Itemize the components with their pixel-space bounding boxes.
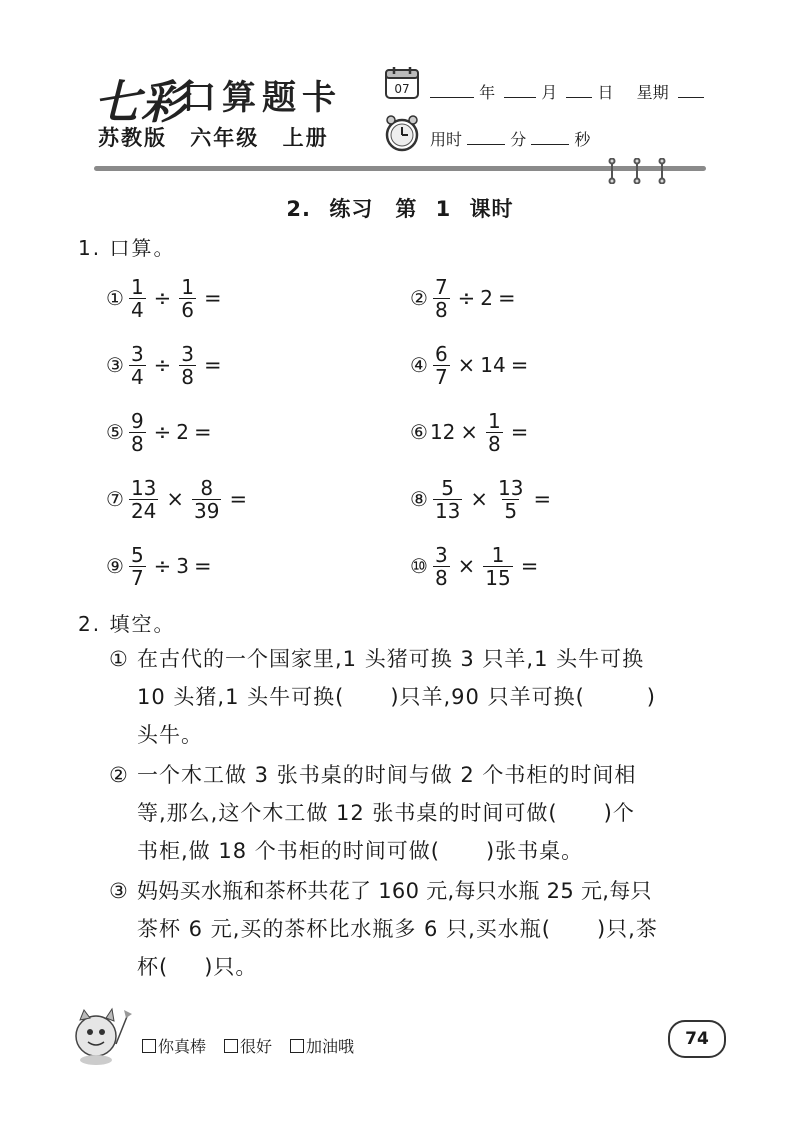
lesson-title: 2. 练习 第 1 课时 bbox=[286, 197, 514, 221]
fraction: $\frac{3}{4}$ bbox=[130, 341, 144, 389]
brand-title: 口算题卡 bbox=[182, 78, 342, 118]
fraction: $\frac{1}{8}$ bbox=[488, 408, 501, 456]
fraction: $\frac{3}{8}$ bbox=[434, 542, 448, 590]
checkbox[interactable] bbox=[142, 1039, 156, 1053]
fraction: $\frac{6}{7}$ bbox=[434, 341, 448, 389]
time-used-field[interactable] bbox=[430, 127, 590, 150]
page-number: 74 bbox=[668, 1020, 726, 1058]
problem-text: 一个木工做 3 张书桌的时间与做 2 个书柜的时间相 bbox=[137, 763, 637, 787]
brand-logo: 七彩 bbox=[94, 75, 188, 129]
fraction: $\frac{3}{8}$ bbox=[181, 341, 195, 389]
day-label: 日 bbox=[597, 83, 614, 102]
math-item-10: ⑩ $\frac{3}{8}$ × $\frac{1}{15}$ = bbox=[410, 542, 539, 590]
seconds-label: 秒 bbox=[574, 130, 591, 149]
checkbox[interactable] bbox=[290, 1039, 304, 1053]
mascot-icon bbox=[66, 1004, 134, 1066]
self-rating bbox=[142, 1034, 354, 1057]
rating-option-keep-going[interactable]: 加油哦 bbox=[290, 1034, 354, 1057]
math-item-7: ⑦ $\frac{13}{24}$ × $\frac{8}{39}$ = bbox=[106, 475, 248, 523]
math-item-1: ① $\frac{1}{4}$ ÷ $\frac{1}{6}$ = bbox=[106, 274, 222, 322]
fraction: $\frac{1}{15}$ bbox=[485, 542, 511, 590]
math-item-3: ③ $\frac{3}{4}$ ÷ $\frac{3}{8}$ = bbox=[106, 341, 222, 389]
fraction: $\frac{8}{39}$ bbox=[194, 475, 220, 523]
fill-in-problem-2: ② 一个木工做 3 张书桌的时间与做 2 个书柜的时间相 等,那么,这个木工做 12 张书桌的时间可做( )个 书柜,做 18 个书柜的时间可做( )张书桌。 bbox=[137, 756, 727, 870]
rating-option-great[interactable]: 你真棒 bbox=[142, 1034, 206, 1057]
checkbox[interactable] bbox=[224, 1039, 238, 1053]
fraction: $\frac{5}{7}$ bbox=[130, 542, 144, 590]
fill-in-problem-3: ③ 妈妈买水瓶和茶杯共花了 160 元,每只水瓶 25 元,每只 茶杯 6 元,买的茶杯比水瓶多 6 只,买水瓶( )只,茶 杯( )只。 bbox=[137, 872, 727, 986]
fraction: $\frac{1}{4}$ bbox=[130, 274, 144, 322]
fraction: $\frac{9}{8}$ bbox=[130, 408, 144, 456]
calendar-icon bbox=[384, 66, 420, 100]
question-2-title: 2. 填空。 bbox=[78, 612, 176, 636]
problem-text: 在古代的一个国家里,1 头猪可换 3 只羊,1 头牛可换 bbox=[137, 647, 645, 671]
minutes-label: 分 bbox=[510, 130, 527, 149]
weekday-label: 星期 bbox=[636, 83, 669, 102]
time-used-label: 用时 bbox=[430, 130, 463, 149]
month-label: 月 bbox=[541, 83, 558, 102]
math-item-5: ⑤ $\frac{9}{8}$ ÷ 2 = bbox=[106, 408, 212, 456]
problem-text: 妈妈买水瓶和茶杯共花了 160 元,每只水瓶 25 元,每只 bbox=[137, 879, 652, 903]
fraction: $\frac{7}{8}$ bbox=[434, 274, 448, 322]
fraction: $\frac{13}{5}$ bbox=[498, 475, 524, 523]
math-item-2: ② $\frac{7}{8}$ ÷ 2 = bbox=[410, 274, 516, 322]
fraction: $\frac{1}{6}$ bbox=[181, 274, 195, 322]
math-item-4: ④ $\frac{6}{7}$ × 14 = bbox=[410, 341, 529, 389]
fraction: $\frac{5}{13}$ bbox=[434, 475, 461, 523]
date-field[interactable] bbox=[430, 80, 704, 103]
question-1-title: 1. 口算。 bbox=[78, 236, 176, 260]
clock-icon bbox=[383, 114, 421, 152]
year-label: 年 bbox=[479, 83, 496, 102]
math-item-8: ⑧ $\frac{5}{13}$ × $\frac{13}{5}$ = bbox=[410, 475, 552, 523]
rating-option-good[interactable]: 很好 bbox=[224, 1034, 272, 1057]
fill-in-problem-1: ① 在古代的一个国家里,1 头猪可换 3 只羊,1 头牛可换 10 头猪,1 头牛可换( )只羊,90 只羊可换( ) 头牛。 bbox=[137, 640, 727, 754]
math-item-6: ⑥ 12 × $\frac{1}{8}$ = bbox=[410, 408, 529, 456]
math-item-9: ⑨ $\frac{5}{7}$ ÷ 3 = bbox=[106, 542, 212, 590]
edition-label: 苏教版 六年级 上册 bbox=[98, 126, 329, 150]
binder-rings-icon bbox=[602, 158, 672, 184]
calendar-day: 07 bbox=[394, 82, 410, 96]
fraction: $\frac{13}{24}$ bbox=[130, 475, 157, 523]
